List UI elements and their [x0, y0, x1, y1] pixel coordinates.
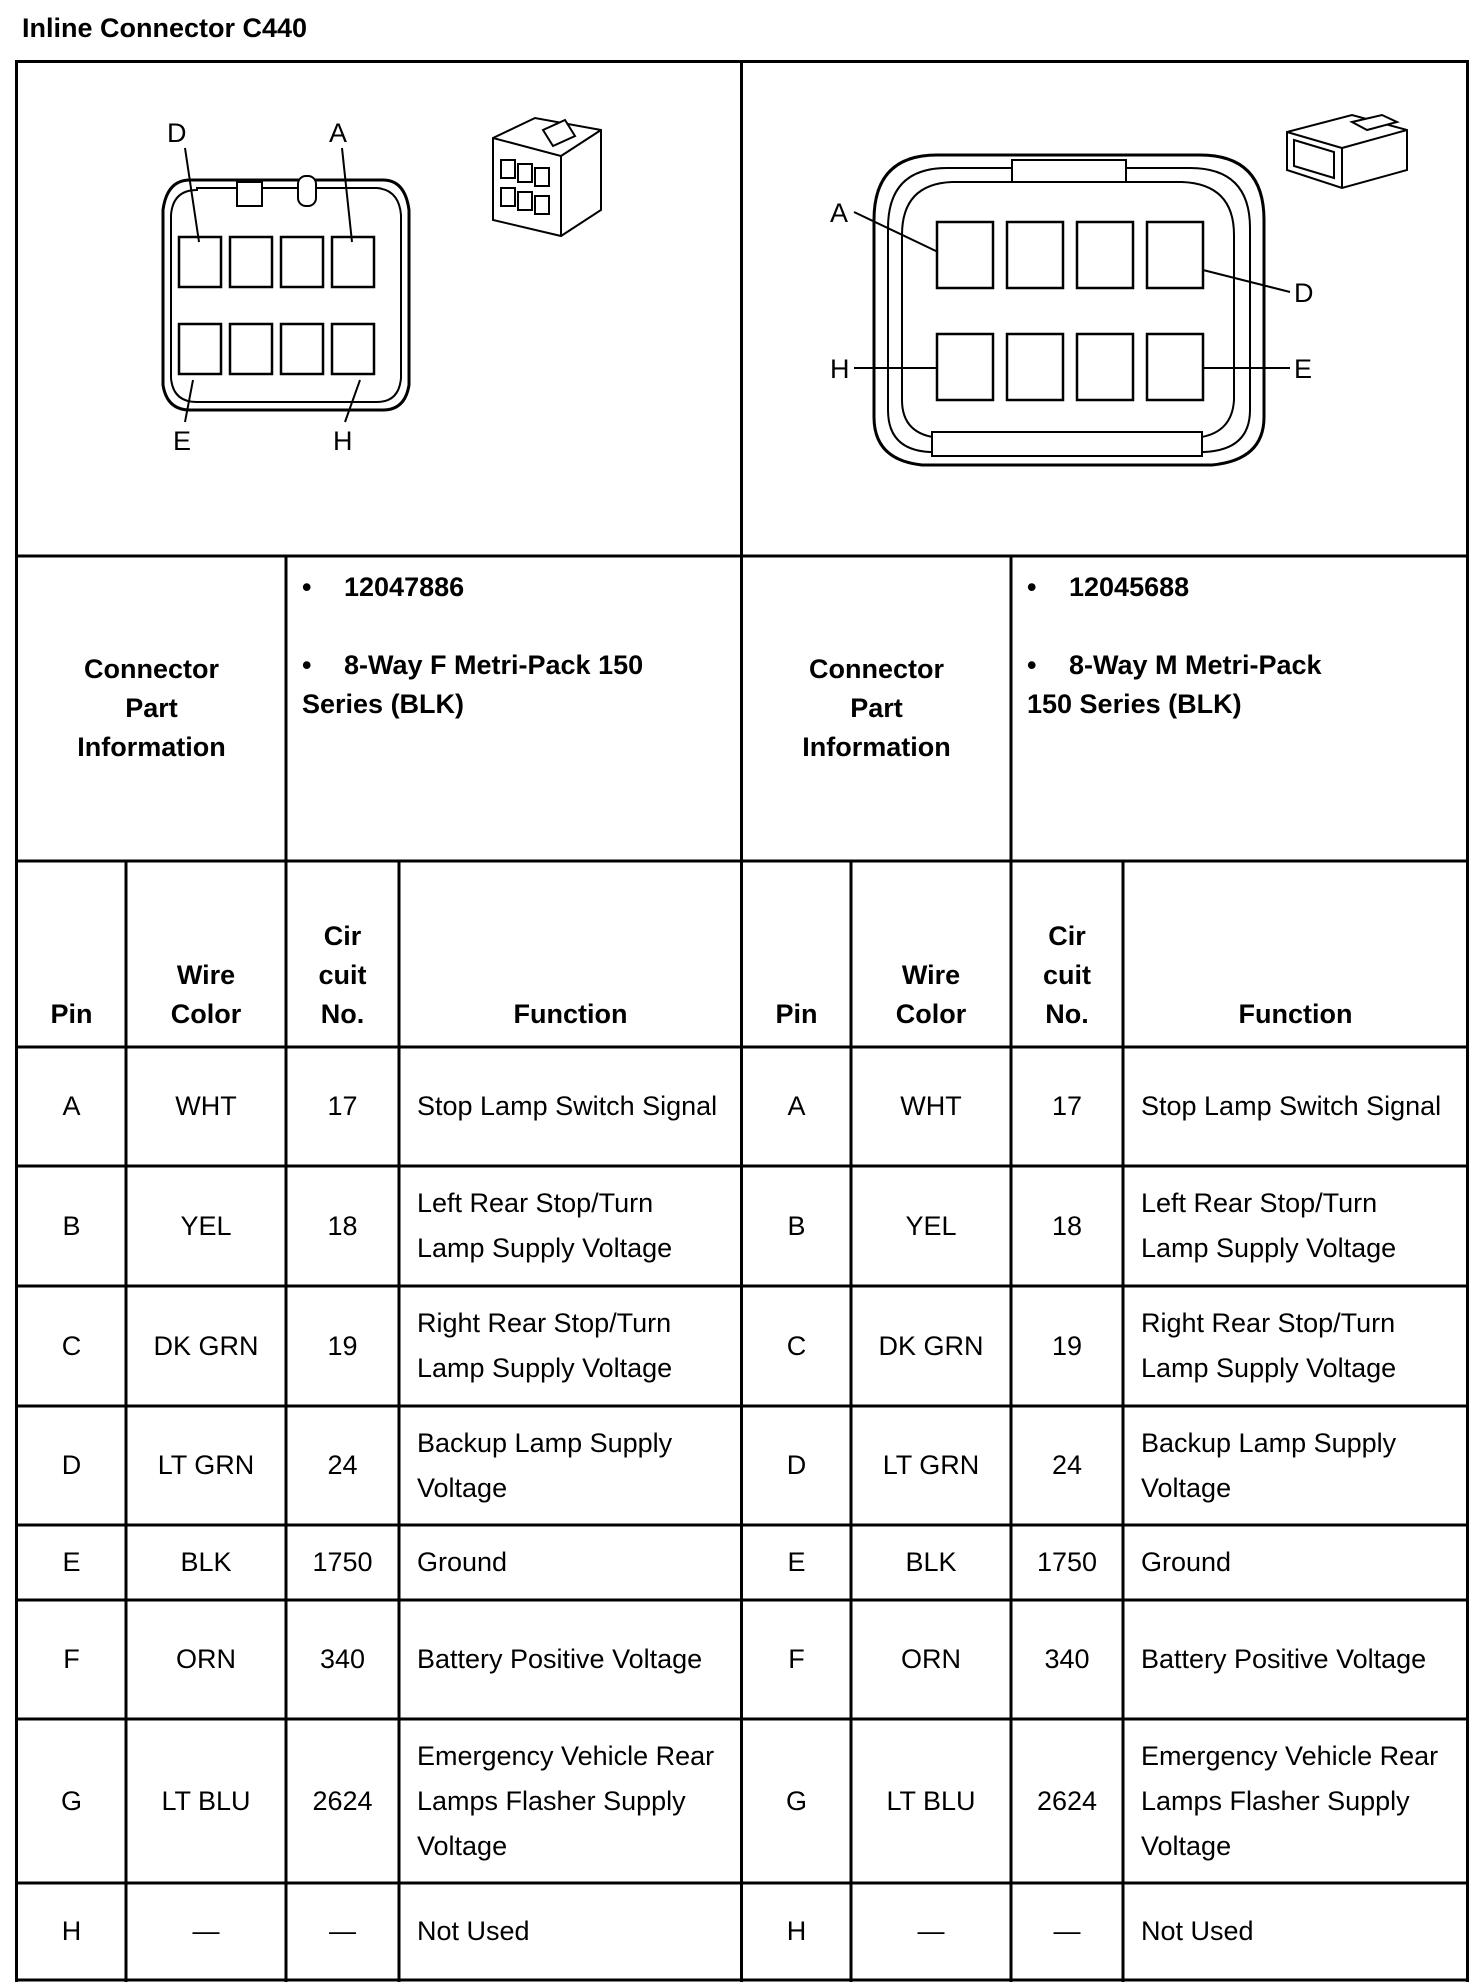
left-pin-label-d: D: [167, 118, 187, 148]
male-connector-face-drawing: [742, 60, 1468, 556]
right-wire-color-cell: ORN: [901, 1644, 961, 1674]
female-connector-face-drawing: [15, 60, 741, 556]
header-pin-right: Pin: [775, 999, 818, 1029]
right-pin-cell: A: [787, 1091, 806, 1121]
right-part-description: 8-Way M Metri-Pack 150 Series (BLK): [1027, 650, 1322, 719]
left-part-info: [302, 568, 722, 724]
right-pin-cell: E: [787, 1547, 806, 1577]
header-wire-color-left: Wire Color: [170, 960, 242, 1029]
header-function-left: Function: [513, 999, 628, 1029]
left-function-cell: Not Used: [417, 1916, 530, 1946]
left-connector-info-label: Connector Part Information: [77, 654, 226, 762]
right-part-info: [1027, 568, 1447, 724]
right-circuit-cell: 340: [1044, 1644, 1090, 1674]
male-connector-diagram: [742, 60, 1468, 556]
left-wire-color-cell: —: [192, 1916, 220, 1946]
left-function-cell: Battery Positive Voltage: [417, 1644, 703, 1674]
left-function-cell: Stop Lamp Switch Signal: [417, 1091, 718, 1121]
left-pin-cell: F: [63, 1644, 80, 1674]
left-part-description: 8-Way F Metri-Pack 150 Series (BLK): [302, 650, 644, 719]
left-circuit-cell: 24: [327, 1450, 358, 1480]
right-pin-cell: H: [786, 1916, 807, 1946]
right-function-cell: Ground: [1141, 1547, 1232, 1577]
bullet: •: [302, 572, 312, 602]
right-pin-label-e: E: [1294, 354, 1313, 384]
right-pin-label-h: H: [830, 354, 850, 384]
left-circuit-cell: 1750: [312, 1547, 373, 1577]
right-function-cell: Left Rear Stop/Turn Lamp Supply Voltage: [1141, 1188, 1397, 1263]
left-function-cell: Ground: [417, 1547, 508, 1577]
left-circuit-cell: 340: [319, 1644, 366, 1674]
left-pin-cell: C: [61, 1330, 82, 1361]
right-circuit-cell: 17: [1051, 1091, 1083, 1121]
left-part-number: 12047886: [344, 572, 465, 602]
right-circuit-cell: 18: [1051, 1210, 1083, 1241]
bullet: •: [1027, 650, 1037, 680]
right-pin-label-d: D: [1294, 278, 1314, 308]
right-function-cell: Battery Positive Voltage: [1141, 1644, 1427, 1674]
right-circuit-cell: 2624: [1036, 1785, 1098, 1816]
left-circuit-cell: 17: [327, 1091, 358, 1121]
right-pin-label-a: A: [830, 198, 849, 228]
right-pin-cell: C: [786, 1330, 807, 1361]
left-circuit-cell: 19: [327, 1330, 358, 1361]
left-pin-cell: D: [61, 1450, 82, 1480]
right-circuit-cell: 24: [1051, 1450, 1083, 1480]
left-pin-cell: A: [62, 1091, 81, 1121]
left-function-cell: Backup Lamp Supply Voltage: [417, 1427, 673, 1503]
left-pin-label-a: A: [329, 118, 348, 148]
right-pin-cell: G: [785, 1785, 807, 1816]
right-function-cell: Backup Lamp Supply Voltage: [1141, 1427, 1397, 1503]
left-pin-cell: E: [62, 1547, 81, 1577]
left-function-cell: Left Rear Stop/Turn Lamp Supply Voltage: [417, 1188, 673, 1263]
left-pin-cell: G: [60, 1785, 82, 1816]
left-wire-color-cell: LT GRN: [157, 1450, 255, 1480]
right-wire-color-cell: BLK: [905, 1547, 957, 1577]
right-function-cell: Not Used: [1141, 1916, 1254, 1946]
right-wire-color-cell: —: [917, 1916, 945, 1946]
left-pin-cell: H: [61, 1916, 82, 1946]
bullet: •: [1027, 572, 1037, 602]
right-circuit-cell: —: [1053, 1916, 1081, 1946]
left-pin-cell: B: [62, 1210, 81, 1241]
right-pin-cell: B: [787, 1210, 806, 1241]
header-wire-color-right: Wire Color: [895, 960, 967, 1029]
right-wire-color-cell: DK GRN: [878, 1330, 984, 1361]
header-circuit-no-left: Cir cuit No.: [318, 921, 367, 1029]
right-wire-color-cell: LT BLU: [886, 1785, 976, 1816]
left-wire-color-cell: DK GRN: [153, 1330, 259, 1361]
left-wire-color-cell: BLK: [180, 1547, 232, 1577]
right-function-cell: Stop Lamp Switch Signal: [1141, 1091, 1442, 1121]
right-connector-info-label: Connector Part Information: [802, 654, 951, 762]
left-pin-label-h: H: [333, 426, 353, 456]
left-wire-color-cell: LT BLU: [161, 1785, 251, 1816]
female-connector-diagram: [15, 60, 741, 556]
right-circuit-cell: 19: [1051, 1330, 1083, 1361]
header-pin-left: Pin: [50, 999, 93, 1029]
right-pin-cell: F: [788, 1644, 805, 1674]
page-title: Inline Connector C440: [22, 13, 308, 43]
header-function-right: Function: [1238, 999, 1353, 1029]
right-part-number: 12045688: [1069, 572, 1190, 602]
left-wire-color-cell: ORN: [176, 1644, 236, 1674]
right-function-cell: Right Rear Stop/Turn Lamp Supply Voltage: [1141, 1308, 1397, 1383]
left-function-cell: Right Rear Stop/Turn Lamp Supply Voltage: [417, 1308, 673, 1383]
left-wire-color-cell: WHT: [175, 1091, 237, 1121]
right-wire-color-cell: LT GRN: [882, 1450, 980, 1480]
left-circuit-cell: —: [329, 1916, 356, 1946]
right-circuit-cell: 1750: [1036, 1547, 1098, 1577]
header-circuit-no-right: Cir cuit No.: [1042, 921, 1091, 1029]
right-wire-color-cell: WHT: [900, 1091, 962, 1121]
left-function-cell: Emergency Vehicle Rear Lamps Flasher Supply Voltage: [417, 1740, 715, 1861]
left-wire-color-cell: YEL: [180, 1210, 232, 1241]
left-circuit-cell: 2624: [312, 1785, 373, 1816]
right-function-cell: Emergency Vehicle Rear Lamps Flasher Supply Voltage: [1141, 1740, 1439, 1861]
right-wire-color-cell: YEL: [905, 1210, 957, 1241]
connector-table: [15, 60, 1469, 1982]
left-circuit-cell: 18: [327, 1210, 358, 1241]
right-pin-cell: D: [786, 1450, 807, 1480]
bullet: •: [302, 650, 312, 680]
left-pin-label-e: E: [173, 426, 192, 456]
